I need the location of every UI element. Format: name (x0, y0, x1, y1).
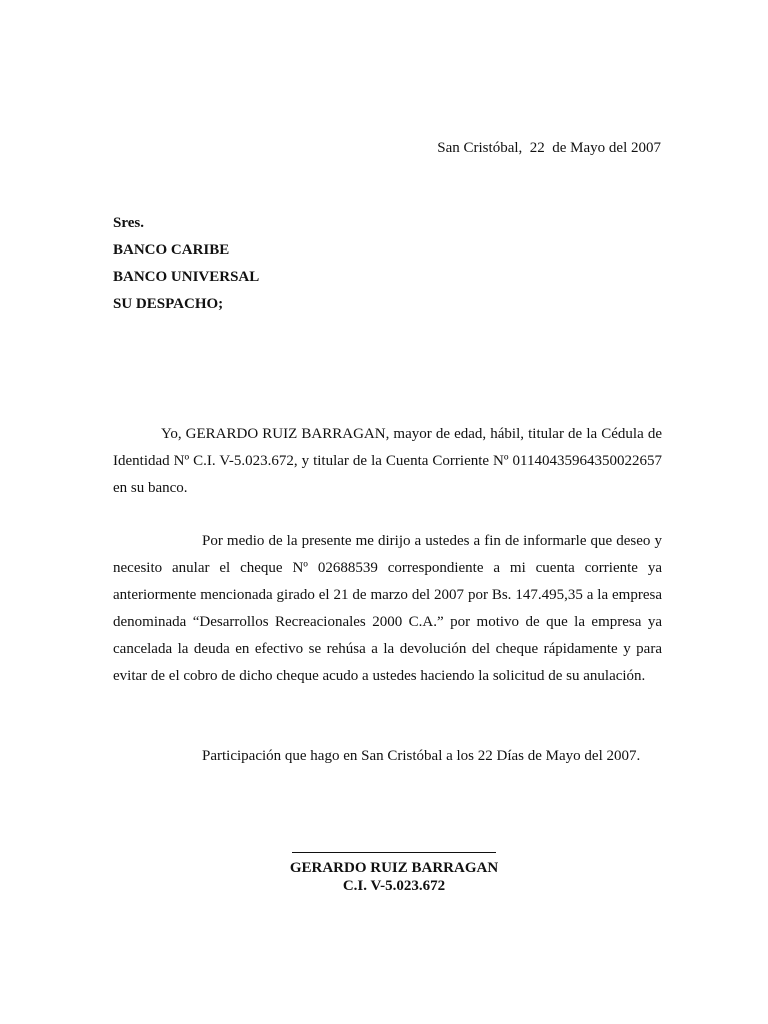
recipient-bank-name: BANCO CARIBE (113, 242, 230, 258)
paragraph-request: Por medio de la presente me dirijo a ustedes a fin de informarle que deseo y necesito anular el cheque Nº 02688539 correspondiente a mi cuenta corriente ya anteriormente mencionada girado el 21 de marzo del 2007 por Bs. 147.495,35 a la empresa denominada “Desarrollos Recreacionales 2000 C.A.” por motivo de que la empresa ya cancelada la deuda en efectivo se rehúsa a la devolución del cheque rápidamente y para evitar de el cobro de dicho cheque acudo a ustedes haciendo la solicitud de su anulación. (113, 533, 662, 684)
signature-block (284, 852, 504, 895)
signature-id: C.I. V-5.023.672 (342, 878, 446, 894)
recipient-salutation: Sres. (113, 215, 144, 231)
paragraph-closing: Participación que hago en San Cristóbal a los 22 Días de Mayo del 2007. (202, 748, 641, 764)
recipient-block (113, 210, 259, 318)
recipient-bank-type: BANCO UNIVERSAL (113, 269, 260, 285)
recipient-despacho: SU DESPACHO; (113, 296, 224, 312)
paragraph-introduction: Yo, GERARDO RUIZ BARRAGAN, mayor de edad, hábil, titular de la Cédula de Identidad Nº C.I. V-5.023.672, y titular de la Cuenta Corriente Nº 01140435964350022657 en su banco. (113, 426, 662, 496)
date-line: San Cristóbal, 22 de Mayo del 2007 (437, 140, 661, 156)
signature-name: GERARDO RUIZ BARRAGAN (289, 860, 499, 876)
signature-line (292, 852, 496, 853)
